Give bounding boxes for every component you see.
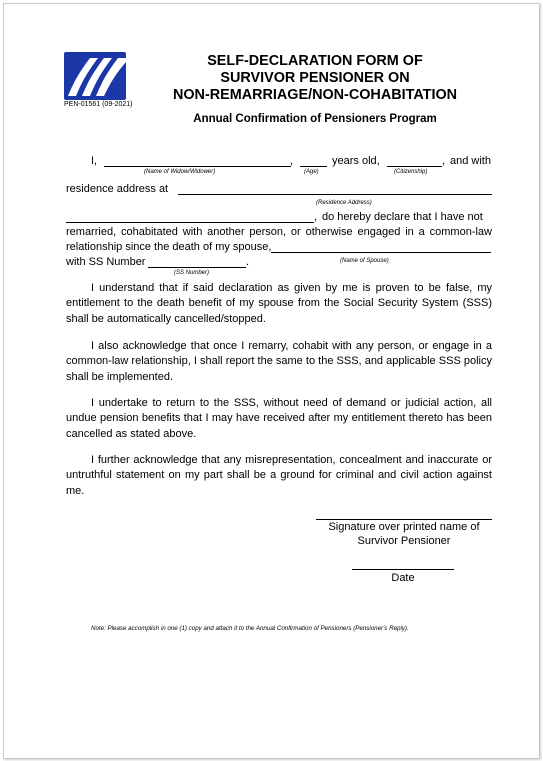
title-line-3: NON-REMARRIAGE/NON-COHABITATION	[172, 87, 458, 103]
label-relationship: relationship since the death of my spouse,	[66, 241, 272, 253]
date-line[interactable]	[352, 569, 454, 570]
spouse-field[interactable]	[271, 252, 491, 253]
title-line-1: SELF-DECLARATION FORM OF	[207, 53, 423, 69]
age-field[interactable]	[300, 166, 327, 167]
subtitle: Annual Confirmation of Pensioners Program	[193, 113, 437, 125]
hint-ss-number: (SS Number)	[174, 270, 210, 276]
sss-logo	[64, 52, 126, 100]
hint-spouse: (Name of Spouse)	[340, 258, 389, 264]
hint-citizenship: (Citizenship)	[394, 169, 428, 175]
label-remarried: remarried, cohabitated with another person, or otherwise engaged in a common-law	[66, 226, 492, 238]
paragraph-1: I understand that if said declaration as given by me is proven to be false, my entitlement to the death benefit of my spouse from the Social Security System (SSS) shall be automatically cancelled/stopped.	[66, 282, 492, 325]
title-line-2: SURVIVOR PENSIONER ON	[220, 70, 410, 86]
label-declare: do hereby declare that I have not	[322, 211, 483, 223]
declarant-field[interactable]	[66, 222, 314, 223]
footer-note: Note: Please accomplish in one (1) copy and attach it to the Annual Confirmation of Pensioners (Pensioner's Reply).	[91, 625, 409, 632]
name-field[interactable]	[104, 166, 291, 167]
form-code: PEN-01561 (09-2021)	[64, 101, 133, 108]
paragraph-3: I undertake to return to the SSS, without need of demand or judicial action, all undue pension benefits that I may have received after my entitlement thereto has been cancelled as stated above.	[66, 397, 492, 440]
signature-line[interactable]	[316, 519, 492, 520]
citizenship-field[interactable]	[387, 166, 442, 167]
label-residence: residence address at	[66, 183, 169, 195]
date-label: Date	[391, 572, 415, 584]
label-years-old: years old,	[332, 155, 380, 167]
hint-age: (Age)	[304, 169, 319, 175]
paragraph-2: I also acknowledge that once I remarry, cohabit with any person, or engage in a common-law relationship, I shall report the same to the SSS, and applicable SSS policy shall be implemented.	[66, 340, 492, 383]
comma-2: ,	[442, 155, 446, 167]
label-ss-number: with SS Number	[66, 256, 146, 268]
comma-3: ,	[314, 211, 318, 223]
paragraph-4: I further acknowledge that any misrepresentation, concealment and inaccurate or untruthful statement on my part shall be a ground for criminal and civil action against me.	[66, 454, 492, 497]
signature-label-2: Survivor Pensioner	[357, 535, 451, 547]
signature-label-1: Signature over printed name of	[328, 521, 480, 533]
ss-number-field[interactable]	[148, 267, 246, 268]
hint-name: (Name of Widow/Widower)	[144, 169, 216, 175]
period-1: .	[246, 256, 250, 268]
label-and-with: and with	[450, 155, 491, 167]
comma-1: ,	[290, 155, 294, 167]
residence-field[interactable]	[178, 194, 492, 195]
label-i: I,	[91, 155, 98, 167]
hint-residence: (Residence Address)	[316, 200, 372, 206]
